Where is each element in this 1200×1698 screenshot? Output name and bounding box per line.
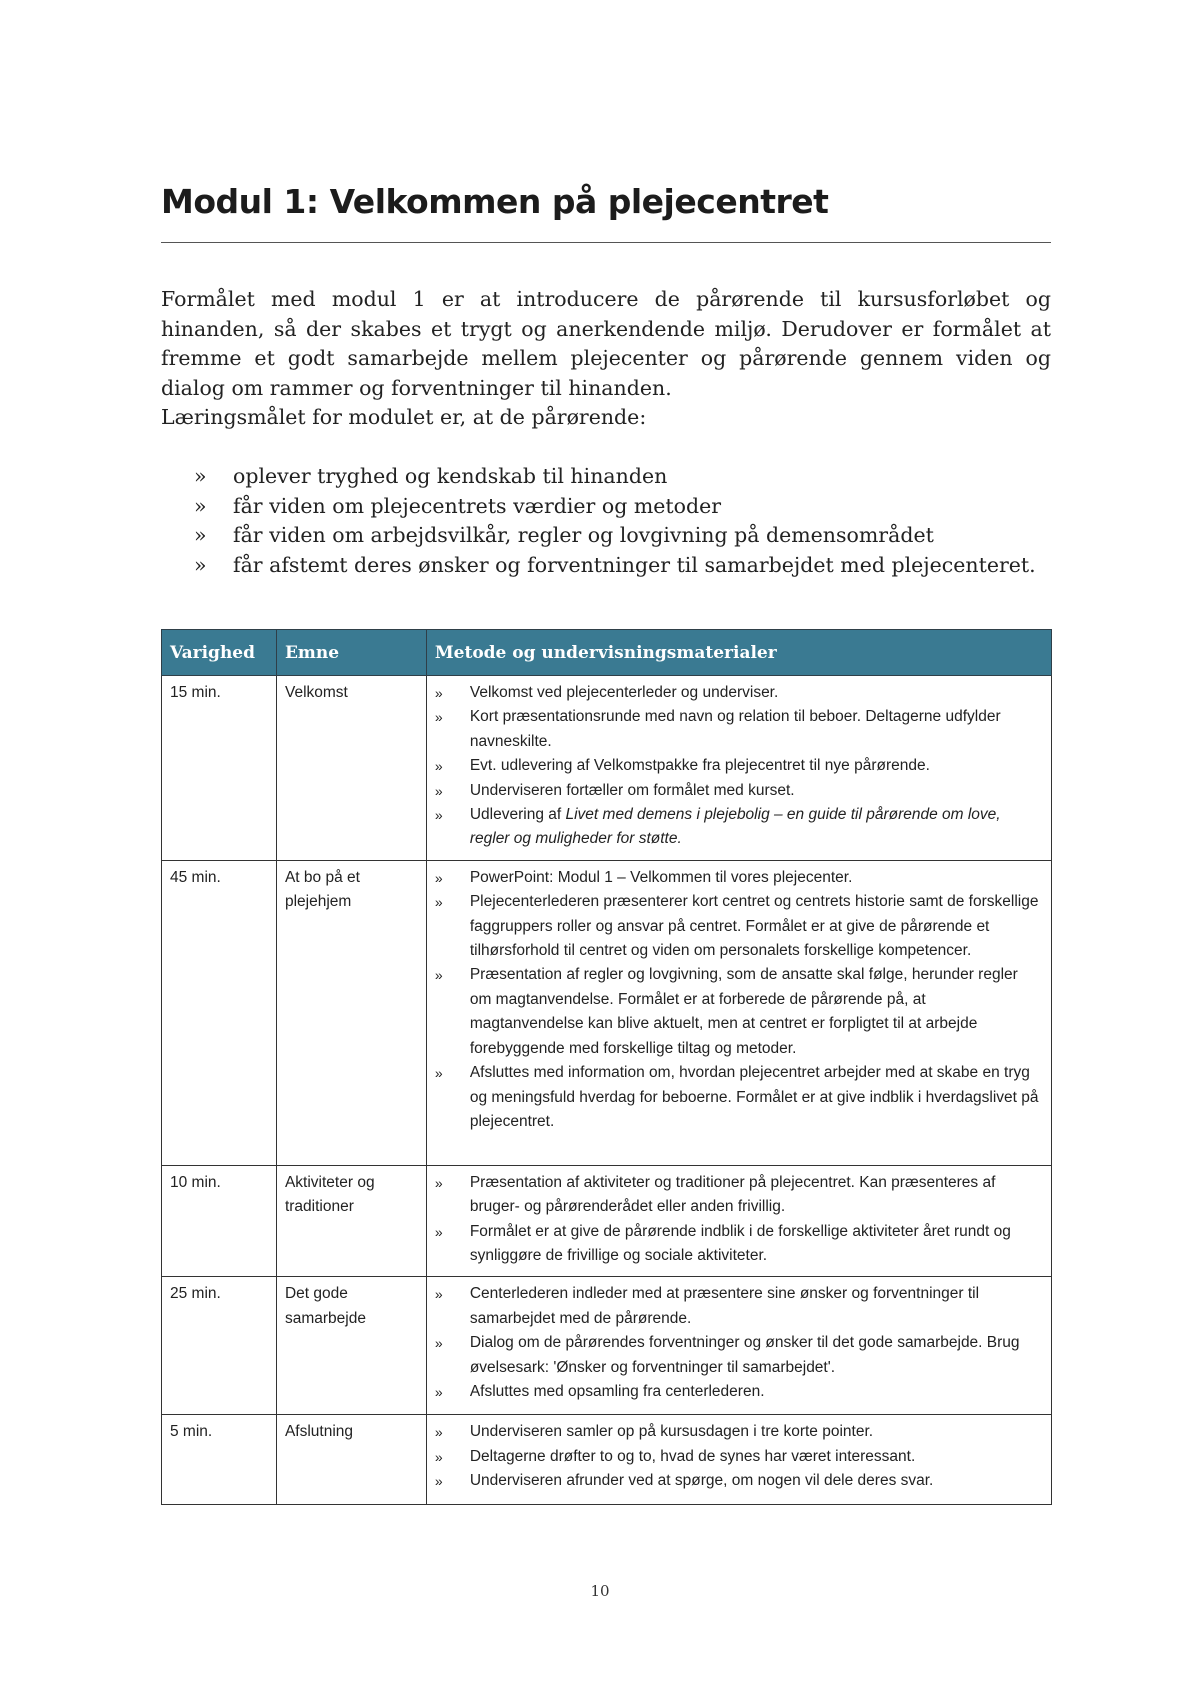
list-item <box>435 1420 1043 1444</box>
topic-cell: Afslutning <box>276 1415 426 1505</box>
bullet-marker: » <box>434 869 443 886</box>
bullet-marker: » <box>434 1424 443 1441</box>
topic-cell: At bo på et plejehjem <box>276 860 426 1165</box>
header-duration: Varighed <box>162 630 277 676</box>
goal-text: oplever tryghed og kendskab til hinanden <box>233 464 668 488</box>
goal-text: får afstemt deres ønsker og forventninger til samarbejdet med plejecenteret. <box>233 552 1036 577</box>
method-text: PowerPoint: Modul 1 – Velkommen til vores plejecenter. <box>469 868 853 886</box>
method-text: Kort præsentationsrunde med navn og relation til beboer. Deltagerne udfylder navneskilte. <box>469 708 1001 750</box>
list-item <box>435 803 1043 852</box>
method-list <box>435 1282 1043 1404</box>
goal-text: får viden om plejecentrets værdier og metoder <box>233 493 722 518</box>
bullet-marker: » <box>434 1174 443 1191</box>
method-list <box>435 681 1043 852</box>
topic-cell: Aktiviteter og traditioner <box>276 1165 426 1277</box>
list-item <box>161 551 1051 581</box>
method-cell <box>426 1165 1051 1277</box>
bullet-marker: » <box>434 1473 443 1490</box>
goal-text: får viden om arbejdsvilkår, regler og lovgivning på demensområdet <box>233 523 934 547</box>
method-text: Præsentation af regler og lovgivning, som de ansatte skal følge, herunder regler om magtanvendelse. Formålet er at forberede de pårørende på, at magtanvendelse kan blive aktuelt, men at centret er forpligtet til at arbejde forebyggende med forskellige tiltag og metoder. <box>469 966 1018 1057</box>
table-row <box>162 860 1052 1165</box>
table-row <box>162 1165 1052 1277</box>
bullet-marker: » <box>194 552 207 577</box>
bullet-marker: » <box>434 894 443 911</box>
list-item <box>435 779 1043 803</box>
bullet-marker: » <box>434 1335 443 1352</box>
bullet-marker: » <box>434 807 443 824</box>
bullet-marker: » <box>434 782 443 799</box>
intro-text <box>161 285 1051 433</box>
page-title: Modul 1: Velkommen på plejecentret <box>161 182 829 221</box>
bullet-marker: » <box>434 1286 443 1303</box>
method-text: Evt. udlevering af Velkomstpakke fra plejecentret til nye pårørende. <box>469 757 930 775</box>
list-item <box>435 1445 1043 1469</box>
method-text: Deltagerne drøfter to og to, hvad de synes har været interessant. <box>469 1447 916 1465</box>
method-cell <box>426 860 1051 1165</box>
learning-goals-list <box>161 462 1051 580</box>
duration-cell: 5 min. <box>162 1415 277 1505</box>
guide-title: Livet med demens i plejebolig – en guide til pårørende om love, regler og muligheder for støtte. <box>469 806 1001 848</box>
header-method: Metode og undervisningsmaterialer <box>426 630 1051 676</box>
method-list <box>435 866 1043 1134</box>
method-text: Afsluttes med opsamling fra centerlederen. <box>469 1383 765 1401</box>
topic-cell: Det gode samarbejde <box>276 1277 426 1415</box>
list-item <box>435 1282 1043 1331</box>
list-item <box>435 890 1043 963</box>
bullet-marker: » <box>434 685 443 701</box>
intro-paragraph: Formålet med modul 1 er at introducere de pårørende til kursusforløbet og hinanden, så der skabes et trygt og anerkendende miljø. Derudover er formålet at fremme et godt samarbejde mellem plejecenter og pårørende gennem viden og dialog om rammer og forventninger til hinanden. <box>161 287 1051 400</box>
duration-cell: 15 min. <box>162 676 277 861</box>
method-text: Formålet er at give de pårørende indblik i de forskellige aktiviteter året rundt og synliggøre de frivillige og sociale aktiviteter. <box>469 1222 1011 1265</box>
list-item <box>435 963 1043 1061</box>
learning-goals-lead: Læringsmålet for modulet er, at de pårørende: <box>161 405 647 429</box>
method-text: Centerlederen indleder med at præsentere sine ønsker og forventninger til samarbejdet med de pårørende. <box>469 1285 980 1327</box>
bullet-marker: » <box>194 464 207 488</box>
list-item <box>161 462 1051 492</box>
bullet-marker: » <box>434 1448 443 1465</box>
bullet-marker: » <box>194 493 207 518</box>
method-cell <box>426 1415 1051 1505</box>
list-item <box>435 1469 1043 1493</box>
method-text: Udlevering af Livet med demens i plejebolig – en guide til pårørende om love, regler og muligheder for støtte. <box>469 806 1001 848</box>
table-header-row <box>162 630 1052 676</box>
method-text: Dialog om de pårørendes forventninger og ønsker til det gode samarbejde. Brug øvelsesark: 'Ønsker og forventninger til samarbejdet'. <box>469 1334 1020 1376</box>
header-topic: Emne <box>276 630 426 676</box>
module-plan-table <box>161 629 1052 1505</box>
method-text: Afsluttes med information om, hvordan plejecentret arbejder med at skabe en tryg og meningsfuld hverdag for beboerne. Formålet er at give indblik i hverdagslivet på plejecentret. <box>469 1064 1039 1130</box>
duration-cell: 45 min. <box>162 860 277 1165</box>
list-item <box>161 521 1051 551</box>
method-text: Underviseren afrunder ved at spørge, om nogen vil dele deres svar. <box>469 1472 934 1490</box>
method-text: Velkomst ved plejecenterleder og underviser. <box>469 684 779 701</box>
bullet-marker: » <box>434 709 443 726</box>
table-row <box>162 676 1052 861</box>
bullet-marker: » <box>434 1065 443 1082</box>
list-item <box>161 492 1051 522</box>
list-item <box>435 1061 1043 1134</box>
bullet-marker: » <box>434 967 443 984</box>
method-text: Underviseren fortæller om formålet med kurset. <box>469 781 795 799</box>
topic-cell: Velkomst <box>276 676 426 861</box>
bullet-marker: » <box>434 1223 443 1240</box>
duration-cell: 10 min. <box>162 1165 277 1277</box>
method-text: Underviseren samler op på kursusdagen i tre korte pointer. <box>469 1423 874 1441</box>
table-row <box>162 1277 1052 1415</box>
list-item <box>435 866 1043 890</box>
list-item <box>435 705 1043 754</box>
list-item <box>435 754 1043 778</box>
page-number: 10 <box>590 1582 610 1600</box>
list-item <box>435 1171 1043 1220</box>
table-row <box>162 1415 1052 1505</box>
method-cell <box>426 676 1051 861</box>
bullet-marker: » <box>434 758 443 775</box>
list-item <box>435 1380 1043 1404</box>
title-divider <box>161 242 1051 243</box>
method-text: Plejecenterlederen præsenterer kort centret og centrets historie samt de forskellige faggruppers roller og ansvar på centret. Formålet er at give de pårørende et tilhørsforhold til centret og viden om personalets forskellige kompetencer. <box>469 893 1039 960</box>
bullet-marker: » <box>434 1384 443 1401</box>
duration-cell: 25 min. <box>162 1277 277 1415</box>
method-list <box>435 1420 1043 1493</box>
list-item <box>435 1331 1043 1380</box>
list-item <box>435 1220 1043 1269</box>
list-item <box>435 681 1043 705</box>
method-text: Præsentation af aktiviteter og traditioner på plejecentret. Kan præsenteres af bruger- og pårørenderådet eller anden frivillig. <box>469 1173 996 1216</box>
bullet-marker: » <box>194 523 207 547</box>
method-list <box>435 1171 1043 1269</box>
method-cell <box>426 1277 1051 1415</box>
